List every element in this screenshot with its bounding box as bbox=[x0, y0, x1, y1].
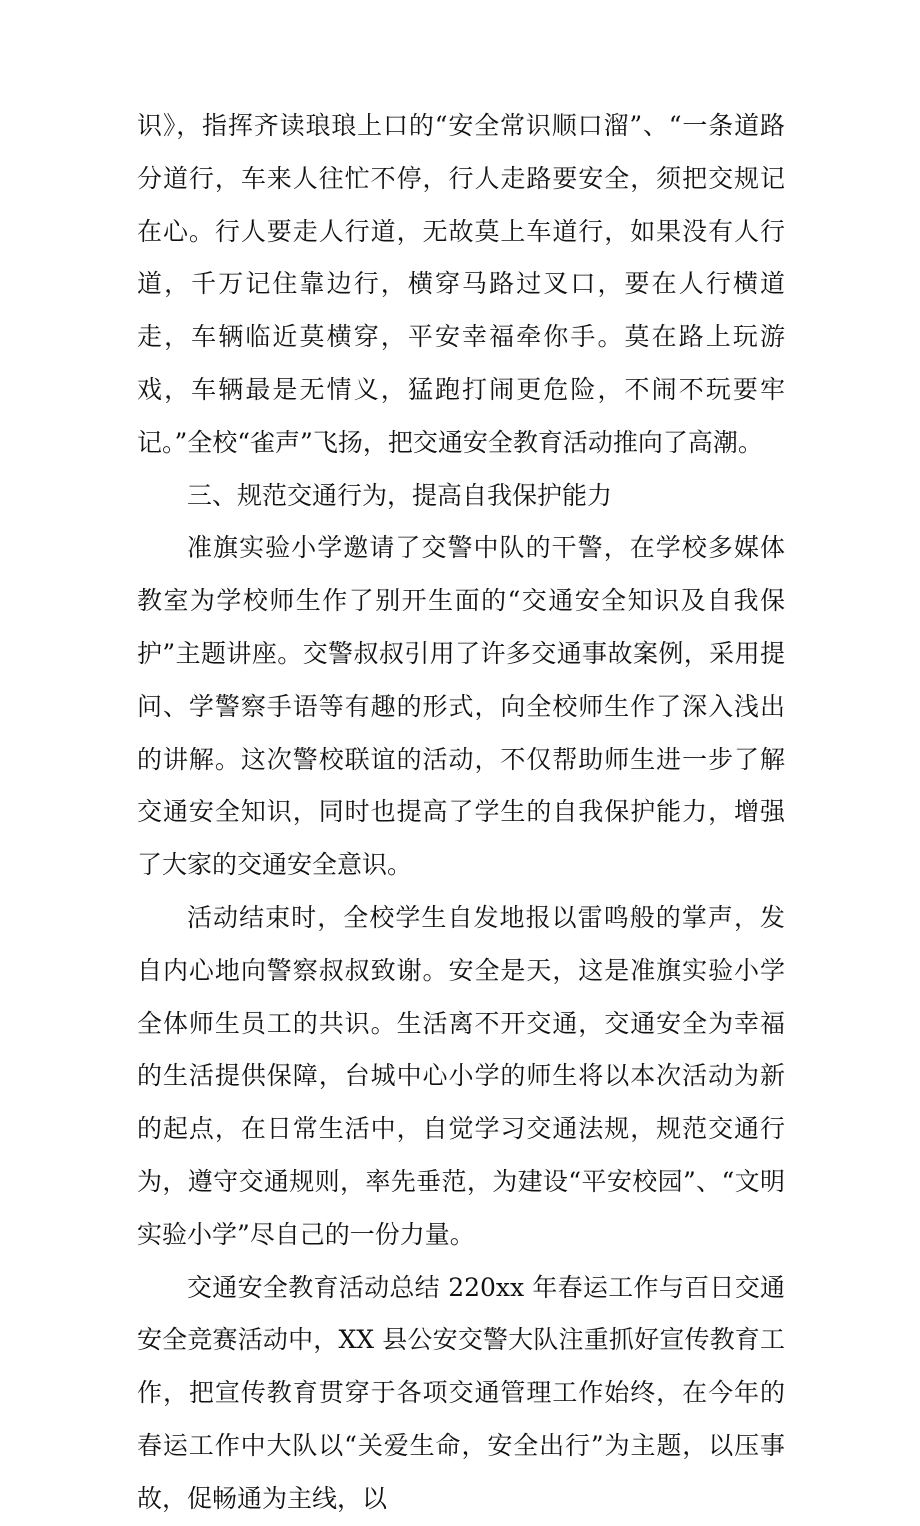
paragraph-summary: 交通安全教育活动总结 220xx 年春运工作与百日交通安全竞赛活动中，XX 县公安交警大队注重抓好宣传教育工作，把宣传教育贯穿于各项交通管理工作始终，在今年的春运工作中大队以“关爱生命，安全出行”为主题，以压事故，促畅通为主线，以 bbox=[137, 1272, 785, 1513]
paragraph-conclusion: 活动结束时，全校学生自发地报以雷鸣般的掌声，发自内心地向警察叔叔致谢。安全是天，这是准旗实验小学全体师生员工的共识。生活离不开交通，交通安全为幸福的生活提供保障，台城中心小学的师生将以本次活动为新的起点，在日常生活中，自觉学习交通法规，规范交通行为，遵守交通规则，率先垂范，为建设“平安校园”、“文明实验小学”尽自己的一份力量。 bbox=[137, 902, 785, 1249]
paragraph-continued: 识》，指挥齐读琅琅上口的“安全常识顺口溜”、“一条道路分道行，车来人往忙不停，行人走路要安全，须把交规记在心。行人要走人行道，无故莫上车道行，如果没有人行道，千万记住靠边行，横穿马路过叉口，要在人行横道走，车辆临近莫横穿，平安幸福牵你手。莫在路上玩游戏，车辆最是无情义，猛跑打闹更危险，不闹不玩要牢记。”全校“雀声”飞扬，把交通安全教育活动推向了高潮。 bbox=[137, 111, 785, 457]
section-heading: 三、规范交通行为，提高自我保护能力 bbox=[187, 480, 613, 510]
paragraph-lecture: 准旗实验小学邀请了交警中队的干警，在学校多媒体教室为学校师生作了别开生面的“交通安全知识及自我保护”主题讲座。交警叔叔引用了许多交通事故案例，采用提问、学警察手语等有趣的形式，向全校师生作了深入浅出的讲解。这次警校联谊的活动，不仅帮助师生进一步了解交通安全知识，同时也提高了学生的自我保护能力，增强了大家的交通安全意识。 bbox=[137, 533, 785, 880]
document-body bbox=[137, 100, 785, 1526]
